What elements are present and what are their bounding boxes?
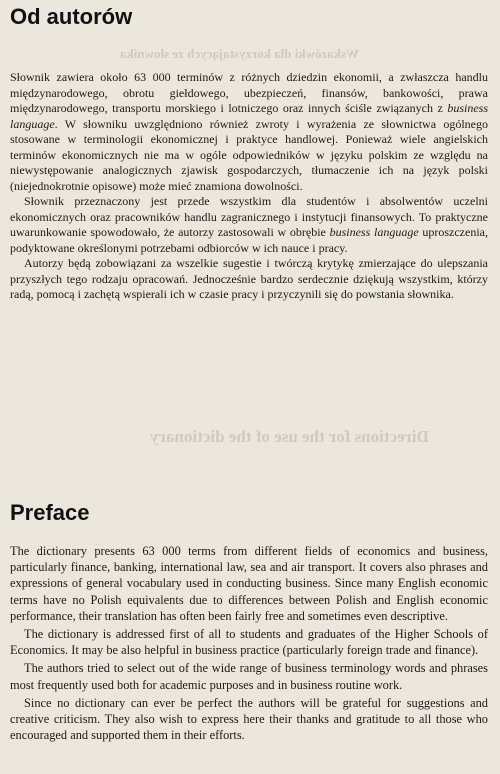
bleed-through-text-1: Wskazówki dla korzystających ze słownika	[120, 46, 360, 61]
polish-section	[10, 70, 488, 303]
italic-term: business language	[329, 225, 419, 239]
english-heading: Preface	[10, 500, 90, 525]
english-paragraph-3: The authors tried to select out of the wide range of business terminology words and phrases most frequently used both for academic purposes and in business routine work.	[10, 661, 488, 692]
polish-paragraph-1: Słownik zawiera około 63 000 terminów z różnych dziedzin ekonomii, a zwłaszcza handlu międzynarodowego, obrotu giełdowego, ubezpieczeń, finansów, bankowości, prawa międzynarodowego, transportu morskiego i lotniczego oraz innych ściśle związanych z business language. W słowniku uwzględniono również zwroty i wyrażenia ze słownictwa ogólnego stosowane w terminologii ekonomicznej i praktyce handlowej. Ponieważ wiele angielskich terminów ekonomicznych nie ma w ogóle odpowiedników w języku polskim ze względu na niewystępowanie analogicznych zjawisk gospodarczych, tłumaczenie ich na język polski (niejednokrotnie opisowe) może mieć znamiona dowolności.	[10, 70, 488, 193]
bleed-through-text-2: Directions for the use of the dictionary	[150, 427, 429, 446]
polish-paragraph-2: Słownik przeznaczony jest przede wszystkim dla studentów i absolwentów uczelni ekonomicznych oraz pracowników handlu zagranicznego i instytucji finansowych. To praktyczne uwarunkowanie spowodowało, że autorzy zastosowali w obrębie business language uproszczenia, podyktowane określonymi potrzebami odbiorców w ich nauce i pracy.	[10, 194, 488, 255]
english-section	[10, 543, 488, 743]
polish-paragraph-3: Autorzy będą zobowiązani za wszelkie sugestie i twórczą krytykę zmierzające do ulepszania przyszłych tego rodzaju opracowań. Jednocześnie bardzo serdecznie dziękują wszystkim, którzy radą, pomocą i zachętą wspierali ich w czasie pracy i przyczynili się do powstania słownika.	[10, 256, 488, 301]
italic-term: business language	[10, 101, 488, 131]
polish-heading: Od autorów	[10, 4, 133, 29]
english-paragraph-4: Since no dictionary can ever be perfect the authors will be grateful for suggestions and creative criticism. They also wish to express here their thanks and gratitude to all those who encouraged and supported them in their efforts.	[10, 695, 488, 743]
english-paragraph-1: The dictionary presents 63 000 terms from different fields of economics and business, particularly finance, banking, international law, sea and air transport. It covers also phrases and expressions of general vocabulary used in conducting business. Since many English economic terms have no Polish equivalents due to differences between Polish and English economic performance, their translation has often been fairly free and sometimes even descriptive.	[10, 544, 488, 623]
english-paragraph-2: The dictionary is addressed first of all to students and graduates of the Higher Schools of Economics. It may be also helpful in business practice (particularly foreign trade and finance).	[10, 627, 488, 658]
